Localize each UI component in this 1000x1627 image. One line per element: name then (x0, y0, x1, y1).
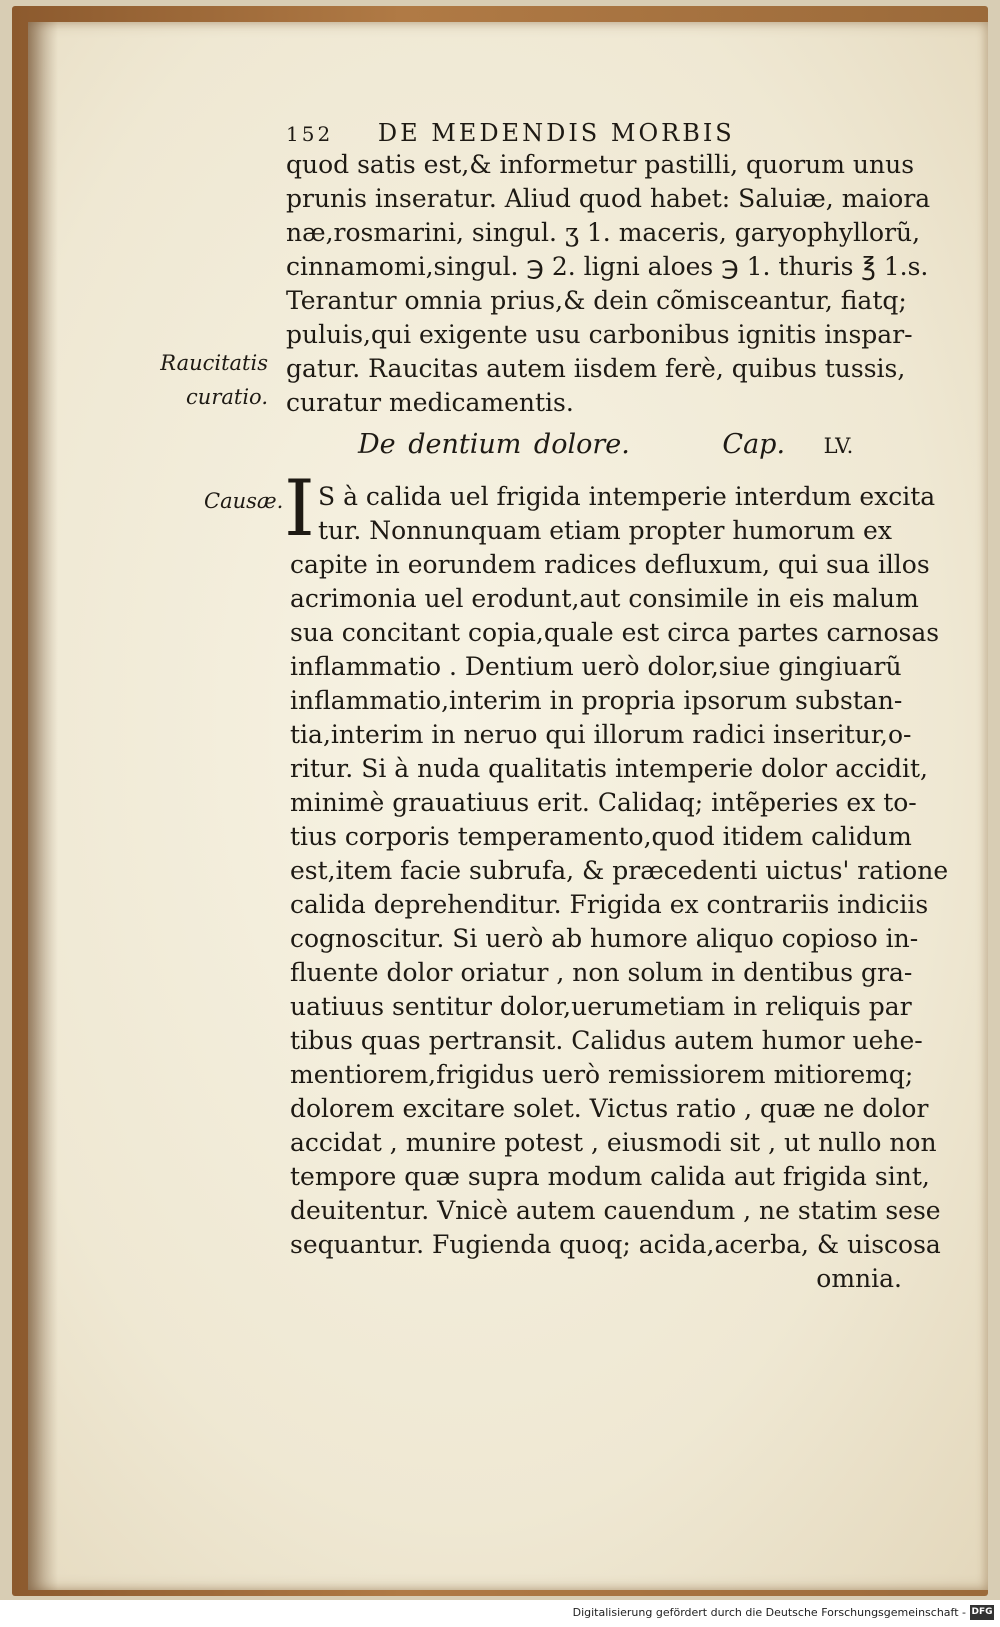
text-block-top (286, 148, 930, 420)
text-line: calida deprehenditur. Frigida ex contrariis indiciis (290, 890, 929, 919)
margin-note-causae: Causæ. (204, 489, 284, 513)
text-line: fluente dolor oriatur , non solum in dentibus gra- (290, 958, 913, 987)
text-line: tur. Nonnunquam etiam propter humorum ex (318, 516, 892, 545)
text-line: næ,rosmarini, singul. ʒ 1. maceris, garyophyllorũ, (286, 218, 921, 247)
text-line: acrimonia uel erodunt,aut consimile in eis malum (290, 584, 919, 613)
text-line: uatiuus sentitur dolor,uerumetiam in reliquis par (290, 992, 912, 1021)
margin-note-line: Raucitatis (160, 351, 268, 375)
footer-credit: Digitalisierung gefördert durch die Deutsche Forschungsgemeinschaft - (572, 1606, 966, 1619)
text-line: cognoscitur. Si uerò ab humore aliquo copioso in- (290, 924, 919, 953)
text-line: est,item facie subrufa, & præcedenti uictus' ratione (290, 856, 949, 885)
text-line: gatur. Raucitas autem iisdem ferè, quibus tussis, (286, 354, 906, 383)
text-line: accidat , munire potest , eiusmodi sit , ut nullo non (290, 1128, 937, 1157)
margin-note-raucitatis (160, 346, 268, 414)
text-line: minimè grauatiuus erit. Calidaq; intẽperies ex to- (290, 788, 917, 817)
spine-shadow (28, 22, 58, 1590)
text-line: sequantur. Fugienda quoq; acida,acerba, & uiscosa (290, 1230, 941, 1259)
text-line: tius corporis temperamento,quod itidem calidum (290, 822, 912, 851)
page-number: 152 (286, 122, 334, 146)
chapter-cap-label: Cap. (722, 429, 786, 460)
text-line: quod satis est,& informetur pastilli, quorum unus (286, 150, 915, 179)
text-line: capite in eorundem radices defluxum, qui sua illos (290, 550, 930, 579)
text-line: cinnamomi,singul. ℈ 2. ligni aloes ℈ 1. thuris ℥ 1.s. (286, 252, 929, 281)
text-line: sua concitant copia,quale est circa partes carnosas (290, 618, 940, 647)
text-line: deuitentur. Vnicè autem cauendum , ne statim sese (290, 1196, 941, 1225)
drop-cap-initial: I (284, 464, 315, 554)
text-line: inflammatio . Dentium uerò dolor,siue gingiuarũ (290, 652, 902, 681)
text-line: curatur medicamentis. (286, 388, 574, 417)
text-line: ritur. Si à nuda qualitatis intemperie dolor accidit, (290, 754, 928, 783)
chapter-heading (358, 428, 853, 463)
margin-note-line: curatio. (186, 385, 268, 409)
chapter-title: De dentium dolore. (358, 429, 630, 460)
text-line: inflammatio,interim in propria ipsorum substan- (290, 686, 903, 715)
chapter-number: LV. (823, 434, 854, 458)
text-line: prunis inseratur. Aliud quod habet: Saluiæ, maiora (286, 184, 931, 213)
text-line: dolorem excitare solet. Victus ratio , quæ ne dolor (290, 1094, 929, 1123)
text-line: tempore quæ supra modum calida aut frigida sint, (290, 1162, 930, 1191)
text-line: puluis,qui exigente usu carbonibus ignitis inspar- (286, 320, 913, 349)
text-line: tibus quas pertransit. Calidus autem humor uehe- (290, 1026, 923, 1055)
dfg-logo: DFG (970, 1605, 994, 1620)
text-line: Terantur omnia prius,& dein cõmisceantur, fiatq; (286, 286, 907, 315)
running-title: DE MEDENDIS MORBIS (377, 119, 735, 147)
text-line: mentiorem,frigidus uerò remissiorem mitioremq; (290, 1060, 914, 1089)
chapter-text-block (290, 480, 948, 1296)
text-line-final: omnia. (816, 1264, 902, 1293)
running-header (286, 116, 735, 151)
text-line: S à calida uel frigida intemperie interdum excita (318, 482, 936, 511)
text-line: tia,interim in neruo qui illorum radici inseritur,o- (290, 720, 912, 749)
digitization-footer (0, 1600, 1000, 1627)
